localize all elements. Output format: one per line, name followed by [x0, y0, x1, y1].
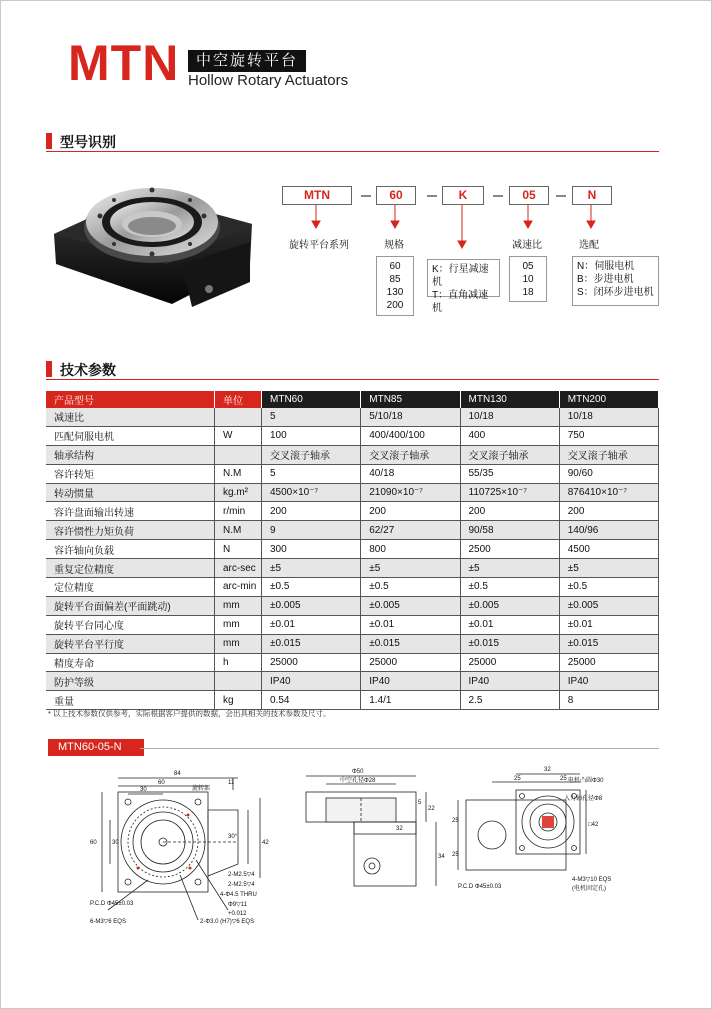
size-options [376, 256, 414, 316]
motor-option: B：步进电机 [577, 274, 634, 285]
spec-value: 10/18 [559, 408, 658, 426]
spec-value: IP40 [460, 672, 559, 691]
spec-value: ±0.015 [460, 634, 559, 653]
spec-value: ±5 [262, 559, 361, 578]
size-option: 130 [386, 287, 404, 298]
section-spec-header [46, 359, 659, 380]
spec-param: 匹配伺服电机 [46, 426, 215, 445]
spec-unit: arc-min [215, 578, 262, 597]
reducer-options [427, 259, 500, 314]
spec-value: 0.54 [262, 691, 361, 710]
section-marker [46, 361, 52, 377]
label-motor-holes: (电机固定孔) [572, 886, 606, 892]
spec-table [46, 391, 659, 710]
spec-param: 容许轴向负载 [46, 540, 215, 559]
spec-value: 400/400/100 [361, 426, 460, 445]
ratio-option: 18 [522, 287, 534, 298]
spec-row [46, 615, 659, 634]
spec-value: 10/18 [460, 408, 559, 426]
spec-note: * 以上技术参数仅供参考，实际根据客户提供的数据，会出具相关的技术参数及尺寸。 [48, 709, 331, 718]
dim-25-c: 25 [452, 818, 459, 824]
spec-param: 定位精度 [46, 578, 215, 597]
spec-row [46, 521, 659, 540]
spec-unit: mm [215, 596, 262, 615]
title-en: Hollow Rotary Actuators [188, 72, 349, 89]
code-dash [361, 195, 371, 197]
spec-value: 25000 [460, 653, 559, 672]
spec-row [46, 464, 659, 483]
spec-value: 21090×10⁻⁷ [361, 483, 460, 502]
spec-unit [215, 672, 262, 691]
spec-value: 200 [559, 502, 658, 521]
spec-value: 140/96 [559, 521, 658, 540]
motor-options [572, 256, 659, 306]
label-series: 旋转平台系列 [289, 240, 349, 251]
spec-value: ±0.01 [262, 615, 361, 634]
spec-value: 交叉滚子轴承 [460, 445, 559, 464]
label-motor-boss: 电机凸圆Φ30 [568, 778, 604, 784]
reducer-option: T：直角减速机 [432, 290, 489, 314]
spec-unit: W [215, 426, 262, 445]
spec-row [46, 483, 659, 502]
spec-value: 5 [262, 464, 361, 483]
motor-shaft-key [542, 816, 554, 828]
spec-value: ±0.01 [361, 615, 460, 634]
dim-25-d: 25 [452, 852, 459, 858]
spec-value: 110725×10⁻⁷ [460, 483, 559, 502]
spec-value: 800 [361, 540, 460, 559]
spec-value: 1.4/1 [361, 691, 460, 710]
spec-value: 100 [262, 426, 361, 445]
spec-value: ±0.5 [361, 578, 460, 597]
spec-unit: N.M [215, 464, 262, 483]
dim-angle: 30° [228, 834, 238, 840]
spec-param: 减速比 [46, 408, 215, 426]
code-reducer: K [442, 186, 484, 205]
label-rotation-part: 旋转部 [192, 786, 211, 792]
label-cbore: Φ9▽11 [228, 902, 247, 908]
spec-value: 62/27 [361, 521, 460, 540]
spec-value: 9 [262, 521, 361, 540]
code-size: 60 [376, 186, 416, 205]
label-input-shaft: 入力轴孔径Φ8 [564, 796, 603, 802]
spec-row [46, 540, 659, 559]
spec-value: ±5 [559, 559, 658, 578]
size-option: 85 [389, 274, 401, 285]
ratio-option: 10 [522, 274, 534, 285]
col-header: MTN85 [361, 391, 460, 408]
section-model-title: 型号识别 [60, 134, 116, 150]
size-option: 60 [389, 261, 401, 272]
dim-phi50: Φ50 [352, 769, 364, 775]
label-pin: 2-Φ3.0 (H7)▽6 EQS [200, 919, 255, 925]
spec-row [46, 596, 659, 615]
label-m3-motor: 4-M3▽10 EQS [572, 877, 612, 883]
spec-unit: kg [215, 691, 262, 710]
spec-value: 25000 [361, 653, 460, 672]
spec-param: 容许盘面输出转速 [46, 502, 215, 521]
drawing-top-view [88, 760, 288, 930]
spec-value: ±0.005 [361, 596, 460, 615]
spec-param: 轴承结构 [46, 445, 215, 464]
label-m25-b: 2-M2.5▽4 [228, 882, 255, 888]
spec-value: 90/58 [460, 521, 559, 540]
spec-value: 55/35 [460, 464, 559, 483]
spec-value: ±0.5 [262, 578, 361, 597]
size-option: 200 [386, 300, 404, 311]
spec-row [46, 559, 659, 578]
col-header: MTN60 [262, 391, 361, 408]
spec-row [46, 408, 659, 426]
spec-param: 重复定位精度 [46, 559, 215, 578]
section-spec-title: 技术参数 [60, 362, 116, 378]
dim-22: 22 [428, 806, 435, 812]
label-pcd-right: P.C.D Φ45±0.03 [458, 884, 502, 890]
spec-param: 转动惯量 [46, 483, 215, 502]
spec-value: ±0.005 [460, 596, 559, 615]
spec-value: ±5 [460, 559, 559, 578]
dim-42-sq: □42 [588, 822, 599, 828]
ratio-options [509, 256, 547, 302]
col-header: MTN130 [460, 391, 559, 408]
code-dash [556, 195, 566, 197]
spec-param: 旋转平台面偏差(平面跳动) [46, 596, 215, 615]
spec-value: 200 [460, 502, 559, 521]
spec-value: 5/10/18 [361, 408, 460, 426]
spec-value: ±0.01 [559, 615, 658, 634]
product-photo [52, 172, 257, 312]
drawing-divider [140, 748, 659, 749]
spec-unit: r/min [215, 502, 262, 521]
spec-value: IP40 [559, 672, 658, 691]
spec-value: ±0.5 [460, 578, 559, 597]
spec-value: 交叉滚子轴承 [361, 445, 460, 464]
spec-unit: N.M [215, 521, 262, 540]
spec-value: 40/18 [361, 464, 460, 483]
dim-25-a: 25 [514, 776, 521, 782]
dim-60-v: 60 [90, 840, 97, 846]
spec-unit: mm [215, 634, 262, 653]
label-option: 选配 [579, 240, 599, 251]
spec-unit: kg.m² [215, 483, 262, 502]
spec-value: 876410×10⁻⁷ [559, 483, 658, 502]
dim-5: 5 [418, 800, 422, 806]
drawing-bottom-view [452, 760, 652, 900]
spec-value: 2.5 [460, 691, 559, 710]
spec-row [46, 445, 659, 464]
label-tol: +0.012 [228, 911, 247, 917]
spec-header-row [46, 391, 659, 408]
spec-value: 200 [262, 502, 361, 521]
spec-value: ±0.5 [559, 578, 658, 597]
spec-value: ±0.005 [559, 596, 658, 615]
spec-value: ±5 [361, 559, 460, 578]
spec-value: 交叉滚子轴承 [262, 445, 361, 464]
reducer-option: K：行星减速机 [432, 264, 489, 288]
dim-34: 34 [438, 854, 445, 860]
label-ratio: 减速比 [512, 240, 542, 251]
spec-param: 防护等级 [46, 672, 215, 691]
spec-value: ±0.005 [262, 596, 361, 615]
code-dash [427, 195, 437, 197]
col-header: 单位 [215, 391, 262, 408]
spec-value: 4500 [559, 540, 658, 559]
spec-value: 25000 [559, 653, 658, 672]
spec-value: 300 [262, 540, 361, 559]
spec-value: 2500 [460, 540, 559, 559]
spec-value: 400 [460, 426, 559, 445]
spec-value: IP40 [262, 672, 361, 691]
dim-32-r: 32 [544, 767, 551, 773]
ratio-option: 05 [522, 261, 534, 272]
spec-row [46, 578, 659, 597]
motor-option: N：伺服电机 [577, 261, 635, 272]
spec-value: ±0.015 [361, 634, 460, 653]
motor-option: S：闭环步进电机 [577, 287, 654, 298]
spec-value: 25000 [262, 653, 361, 672]
spec-param: 旋转平台同心度 [46, 615, 215, 634]
spec-body [46, 408, 659, 710]
section-model-header [46, 131, 659, 152]
spec-value: IP40 [361, 672, 460, 691]
spec-row [46, 691, 659, 710]
brand-title: MTN [68, 35, 180, 91]
drawing-side-view [296, 762, 446, 902]
col-header: MTN200 [559, 391, 658, 408]
code-series: MTN [282, 186, 352, 205]
label-m25-a: 2-M2.5▽4 [228, 872, 255, 878]
spec-param: 旋转平台平行度 [46, 634, 215, 653]
spec-row [46, 653, 659, 672]
dim-42: 42 [262, 840, 269, 846]
spec-row [46, 502, 659, 521]
dim-30: 30 [140, 787, 147, 793]
spec-unit: arc-sec [215, 559, 262, 578]
spec-value: 4500×10⁻⁷ [262, 483, 361, 502]
spec-unit: h [215, 653, 262, 672]
code-ratio: 05 [509, 186, 549, 205]
dim-60: 60 [158, 780, 165, 786]
title-cn: 中空旋转平台 [188, 50, 306, 72]
spec-param: 容许惯性力矩负荷 [46, 521, 215, 540]
spec-value: 200 [361, 502, 460, 521]
label-hollow: 中空孔径Φ28 [340, 778, 376, 784]
spec-param: 容许转矩 [46, 464, 215, 483]
spec-param: 精度寿命 [46, 653, 215, 672]
spec-param: 重量 [46, 691, 215, 710]
label-pcd-left: P.C.D Φ45±0.03 [90, 901, 134, 907]
label-size: 规格 [384, 240, 404, 251]
col-header: 产品型号 [46, 391, 215, 408]
drawing-title: MTN60-05-N [48, 739, 144, 756]
label-m3: 6-M3▽6 EQS [90, 919, 126, 925]
spec-value: 交叉滚子轴承 [559, 445, 658, 464]
code-option: N [572, 186, 612, 205]
code-dash [493, 195, 503, 197]
dim-84: 84 [174, 771, 181, 777]
spec-row [46, 672, 659, 691]
dim-11: 11 [228, 780, 235, 786]
dim-32: 32 [396, 826, 403, 832]
spec-value: ±0.015 [559, 634, 658, 653]
spec-unit: N [215, 540, 262, 559]
spec-value: ±0.015 [262, 634, 361, 653]
section-marker [46, 133, 52, 149]
spec-unit [215, 408, 262, 426]
spec-row [46, 634, 659, 653]
spec-value: 750 [559, 426, 658, 445]
spec-value: 5 [262, 408, 361, 426]
spec-value: ±0.01 [460, 615, 559, 634]
label-thru: 4-Φ4.5 THRU [220, 892, 257, 898]
dim-25-b: 25 [560, 776, 567, 782]
spec-value: 90/60 [559, 464, 658, 483]
dim-30-v: 30 [112, 840, 119, 846]
spec-unit [215, 445, 262, 464]
spec-value: 8 [559, 691, 658, 710]
spec-unit: mm [215, 615, 262, 634]
spec-row [46, 426, 659, 445]
